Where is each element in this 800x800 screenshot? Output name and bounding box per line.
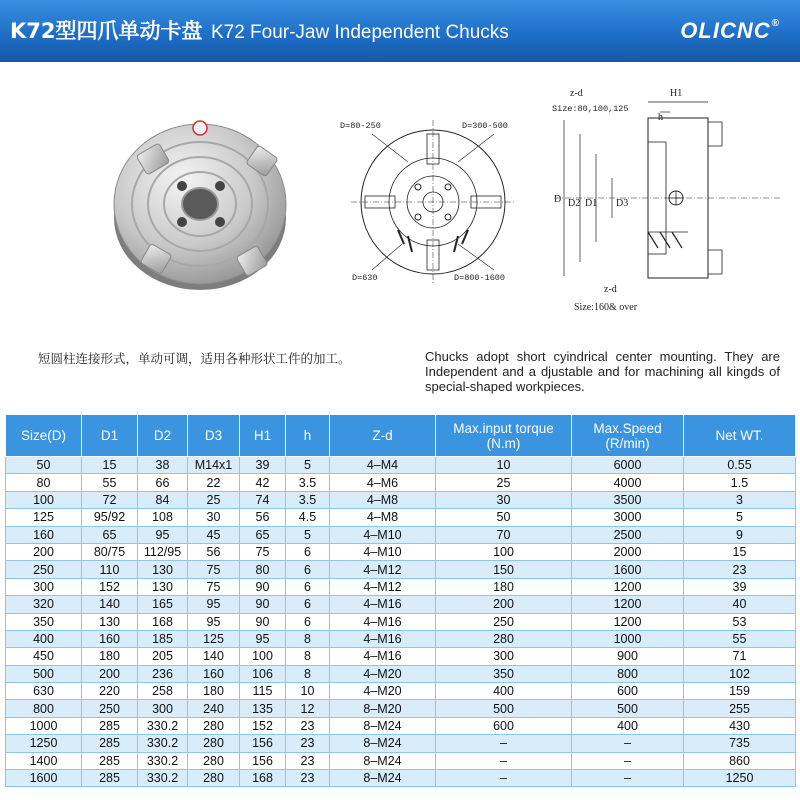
table-row <box>6 474 796 491</box>
cell-h: 6 <box>286 578 330 595</box>
cell-size-d: 630 <box>6 683 82 700</box>
cell-net-weight: 39 <box>684 578 796 595</box>
cell-z-d: 8–M24 <box>330 735 436 752</box>
cell-d1: 285 <box>82 770 138 787</box>
cell-max-input-torque: – <box>436 752 572 769</box>
cell-h1: 168 <box>240 770 286 787</box>
cell-d2: 66 <box>138 474 188 491</box>
cell-d2: 130 <box>138 561 188 578</box>
cell-z-d: 4–M10 <box>330 543 436 560</box>
cell-d3: 95 <box>188 613 240 630</box>
page-header <box>0 0 800 62</box>
cell-z-d: 8–M24 <box>330 717 436 734</box>
table-row <box>6 457 796 474</box>
cell-d2: 330.2 <box>138 770 188 787</box>
cell-net-weight: 15 <box>684 543 796 560</box>
cell-h: 8 <box>286 665 330 682</box>
cell-max-input-torque: 500 <box>436 700 572 717</box>
cell-z-d: 4–M16 <box>330 630 436 647</box>
cell-h: 5 <box>286 457 330 474</box>
cell-max-input-torque: 300 <box>436 648 572 665</box>
cell-d1: 285 <box>82 717 138 734</box>
col-header-h1 <box>240 415 286 457</box>
cell-d3: 240 <box>188 700 240 717</box>
cell-d2: 300 <box>138 700 188 717</box>
cell-z-d: 4–M12 <box>330 561 436 578</box>
cell-d2: 185 <box>138 630 188 647</box>
cell-max-speed: 6000 <box>572 457 684 474</box>
cell-z-d: 4–M16 <box>330 596 436 613</box>
cell-d3: 125 <box>188 630 240 647</box>
cell-d2: 236 <box>138 665 188 682</box>
cell-d1: 285 <box>82 752 138 769</box>
col-header-unit: (R/min) <box>605 435 650 451</box>
cell-h: 23 <box>286 717 330 734</box>
cell-max-input-torque: 600 <box>436 717 572 734</box>
cell-size-d: 160 <box>6 526 82 543</box>
cell-net-weight: 735 <box>684 735 796 752</box>
cell-max-speed: 1200 <box>572 613 684 630</box>
cell-max-speed: 600 <box>572 683 684 700</box>
cell-z-d: 4–M10 <box>330 526 436 543</box>
cell-max-speed: 3000 <box>572 509 684 526</box>
cell-net-weight: 71 <box>684 648 796 665</box>
cell-size-d: 320 <box>6 596 82 613</box>
cell-d2: 95 <box>138 526 188 543</box>
section-label-bottom-size: Size:160& over <box>574 302 638 313</box>
cell-d2: 38 <box>138 457 188 474</box>
spec-table <box>5 414 796 787</box>
col-header-label: H1 <box>253 428 272 443</box>
cell-z-d: 4–M16 <box>330 648 436 665</box>
cell-h1: 90 <box>240 613 286 630</box>
cell-h: 6 <box>286 596 330 613</box>
cell-d3: 140 <box>188 648 240 665</box>
cell-d2: 168 <box>138 613 188 630</box>
section-label-h1: H1 <box>670 88 683 99</box>
cell-size-d: 125 <box>6 509 82 526</box>
description-chinese: 短圆柱连接形式，单动可调，适用各种形状工件的加工。 <box>38 351 351 366</box>
cell-max-input-torque: 180 <box>436 578 572 595</box>
cell-size-d: 800 <box>6 700 82 717</box>
col-header-z-d <box>330 415 436 457</box>
cell-net-weight: 53 <box>684 613 796 630</box>
col-header-size-d <box>6 415 82 457</box>
cell-size-d: 1400 <box>6 752 82 769</box>
table-row <box>6 613 796 630</box>
registered-mark: ® <box>771 18 780 29</box>
front-view-drawing <box>338 112 528 292</box>
section-label-d3: D3 <box>616 198 629 209</box>
cell-net-weight: 255 <box>684 700 796 717</box>
cell-d2: 330.2 <box>138 735 188 752</box>
table-row <box>6 648 796 665</box>
cell-max-input-torque: 70 <box>436 526 572 543</box>
col-header-d3 <box>188 415 240 457</box>
cell-d1: 160 <box>82 630 138 647</box>
cell-max-input-torque: 350 <box>436 665 572 682</box>
title-english: K72 Four-Jaw Independent Chucks <box>210 22 509 43</box>
cell-net-weight: 159 <box>684 683 796 700</box>
cell-h1: 115 <box>240 683 286 700</box>
cell-net-weight: 0.55 <box>684 457 796 474</box>
cell-max-speed: – <box>572 752 684 769</box>
cell-max-speed: 1600 <box>572 561 684 578</box>
cell-d1: 15 <box>82 457 138 474</box>
section-label-bottom-zd: z-d <box>604 284 617 295</box>
cell-d2: 165 <box>138 596 188 613</box>
cell-d3: 280 <box>188 735 240 752</box>
front-label-d-300-500: D=300-500 <box>462 121 508 131</box>
cell-z-d: 4–M8 <box>330 491 436 508</box>
cell-z-d: 4–M20 <box>330 665 436 682</box>
cell-d3: 22 <box>188 474 240 491</box>
cell-d3: 95 <box>188 596 240 613</box>
cell-max-speed: – <box>572 770 684 787</box>
section-label-top-zd: z-d <box>570 88 583 99</box>
cell-d3: 25 <box>188 491 240 508</box>
cell-max-input-torque: 30 <box>436 491 572 508</box>
table-row <box>6 683 796 700</box>
cell-size-d: 100 <box>6 491 82 508</box>
cell-h: 6 <box>286 561 330 578</box>
table-row <box>6 700 796 717</box>
cell-net-weight: 23 <box>684 561 796 578</box>
cell-h1: 56 <box>240 509 286 526</box>
col-header-label: Max.Speed <box>593 420 662 436</box>
cell-max-input-torque: 50 <box>436 509 572 526</box>
cell-h: 23 <box>286 735 330 752</box>
cell-h: 10 <box>286 683 330 700</box>
cell-z-d: 4–M8 <box>330 509 436 526</box>
cell-h: 3.5 <box>286 491 330 508</box>
cell-z-d: 4–M12 <box>330 578 436 595</box>
cell-max-input-torque: 25 <box>436 474 572 491</box>
col-header-max-speed <box>572 415 684 457</box>
cell-max-speed: 1200 <box>572 596 684 613</box>
cell-d1: 110 <box>82 561 138 578</box>
front-label-d-80-250: D=80-250 <box>340 121 381 131</box>
cell-d3: 45 <box>188 526 240 543</box>
cell-h1: 90 <box>240 596 286 613</box>
col-header-label: D1 <box>100 428 119 443</box>
cell-net-weight: 9 <box>684 526 796 543</box>
cell-h: 23 <box>286 752 330 769</box>
front-label-d-630: D=630 <box>352 273 378 283</box>
col-header-unit: (N.m) <box>486 435 521 451</box>
cell-max-input-torque: 280 <box>436 630 572 647</box>
col-header-label: Net WT. <box>715 428 764 443</box>
description-english: Chucks adopt short cyindrical center mounting. They are Independent and a djustable and for machining all kingds of special-shaped workpieces. <box>425 349 780 394</box>
table-row <box>6 509 796 526</box>
table-row <box>6 665 796 682</box>
cell-size-d: 300 <box>6 578 82 595</box>
table-row <box>6 561 796 578</box>
cell-h1: 135 <box>240 700 286 717</box>
cell-d3: 280 <box>188 752 240 769</box>
table-row <box>6 526 796 543</box>
cell-max-speed: 1000 <box>572 630 684 647</box>
cell-net-weight: 3 <box>684 491 796 508</box>
cell-h1: 65 <box>240 526 286 543</box>
title-chinese: K72型四爪单动卡盘 <box>10 19 203 43</box>
cell-max-speed: 1200 <box>572 578 684 595</box>
front-label-d-800-1600: D=800-1600 <box>454 273 506 283</box>
cell-max-input-torque: 250 <box>436 613 572 630</box>
cell-max-speed: 4000 <box>572 474 684 491</box>
cell-z-d: 4–M16 <box>330 613 436 630</box>
cell-net-weight: 430 <box>684 717 796 734</box>
cell-d2: 84 <box>138 491 188 508</box>
chuck-photo <box>110 100 290 295</box>
table-row <box>6 578 796 595</box>
cell-d1: 180 <box>82 648 138 665</box>
cell-d1: 130 <box>82 613 138 630</box>
table-row <box>6 630 796 647</box>
col-header-net-weight <box>684 415 796 457</box>
cell-h1: 90 <box>240 578 286 595</box>
cell-z-d: 8–M24 <box>330 752 436 769</box>
cell-d3: 75 <box>188 578 240 595</box>
cell-d3: M14x1 <box>188 457 240 474</box>
cell-net-weight: 860 <box>684 752 796 769</box>
cell-size-d: 1600 <box>6 770 82 787</box>
cell-d1: 72 <box>82 491 138 508</box>
cell-d2: 258 <box>138 683 188 700</box>
cell-net-weight: 55 <box>684 630 796 647</box>
cell-d3: 56 <box>188 543 240 560</box>
cell-h1: 42 <box>240 474 286 491</box>
cell-d1: 95/92 <box>82 509 138 526</box>
col-header-label: Max.input torque <box>453 420 554 436</box>
cell-d1: 250 <box>82 700 138 717</box>
cell-d2: 330.2 <box>138 717 188 734</box>
col-header-label: D2 <box>153 428 172 443</box>
cell-max-input-torque: 10 <box>436 457 572 474</box>
table-row <box>6 596 796 613</box>
cell-size-d: 50 <box>6 457 82 474</box>
cell-d3: 75 <box>188 561 240 578</box>
cell-max-speed: 3500 <box>572 491 684 508</box>
cell-h1: 80 <box>240 561 286 578</box>
col-header-label: D3 <box>204 428 223 443</box>
brand-logo <box>680 18 780 44</box>
cell-z-d: 4–M20 <box>330 683 436 700</box>
col-header-h <box>286 415 330 457</box>
cell-d3: 30 <box>188 509 240 526</box>
col-header-max-input-torque <box>436 415 572 457</box>
cell-d1: 55 <box>82 474 138 491</box>
cell-h1: 95 <box>240 630 286 647</box>
table-row <box>6 491 796 508</box>
section-label-top-size: Size:80,100,125 <box>552 104 629 114</box>
cell-h: 12 <box>286 700 330 717</box>
cell-h1: 152 <box>240 717 286 734</box>
cell-d2: 130 <box>138 578 188 595</box>
cell-d1: 140 <box>82 596 138 613</box>
cell-h1: 106 <box>240 665 286 682</box>
table-row <box>6 735 796 752</box>
cell-max-speed: 500 <box>572 700 684 717</box>
cell-size-d: 350 <box>6 613 82 630</box>
section-label-h: h <box>658 112 663 123</box>
cell-max-speed: – <box>572 735 684 752</box>
cell-h: 4.5 <box>286 509 330 526</box>
table-row <box>6 770 796 787</box>
cell-d1: 152 <box>82 578 138 595</box>
table-row <box>6 752 796 769</box>
cell-d3: 280 <box>188 770 240 787</box>
cell-h1: 100 <box>240 648 286 665</box>
cell-h1: 75 <box>240 543 286 560</box>
cell-d3: 280 <box>188 717 240 734</box>
cell-z-d: 4–M6 <box>330 474 436 491</box>
cell-h1: 39 <box>240 457 286 474</box>
cell-max-input-torque: 200 <box>436 596 572 613</box>
cell-d2: 112/95 <box>138 543 188 560</box>
col-header-d2 <box>138 415 188 457</box>
cell-size-d: 200 <box>6 543 82 560</box>
cell-size-d: 1250 <box>6 735 82 752</box>
table-row <box>6 543 796 560</box>
cell-h: 23 <box>286 770 330 787</box>
cell-size-d: 1000 <box>6 717 82 734</box>
section-label-d1: D1 <box>585 198 598 209</box>
table-row <box>6 717 796 734</box>
cell-size-d: 250 <box>6 561 82 578</box>
cell-d2: 205 <box>138 648 188 665</box>
cell-net-weight: 1250 <box>684 770 796 787</box>
cell-max-input-torque: – <box>436 735 572 752</box>
cell-size-d: 450 <box>6 648 82 665</box>
brand-name: OLICNC <box>680 18 771 43</box>
table-header-row <box>6 415 796 457</box>
cell-h: 6 <box>286 613 330 630</box>
cell-h1: 156 <box>240 735 286 752</box>
cell-z-d: 4–M4 <box>330 457 436 474</box>
cell-net-weight: 1.5 <box>684 474 796 491</box>
page-title <box>10 15 509 45</box>
cell-z-d: 8–M20 <box>330 700 436 717</box>
cell-max-input-torque: 150 <box>436 561 572 578</box>
cell-max-input-torque: 400 <box>436 683 572 700</box>
cell-h1: 156 <box>240 752 286 769</box>
cell-net-weight: 40 <box>684 596 796 613</box>
cell-max-speed: 2500 <box>572 526 684 543</box>
cell-size-d: 80 <box>6 474 82 491</box>
cell-h: 8 <box>286 630 330 647</box>
cell-d1: 65 <box>82 526 138 543</box>
section-label-d2: D2 <box>568 198 581 209</box>
cell-max-speed: 900 <box>572 648 684 665</box>
col-header-d1 <box>82 415 138 457</box>
cell-d3: 160 <box>188 665 240 682</box>
cell-d3: 180 <box>188 683 240 700</box>
cell-d2: 108 <box>138 509 188 526</box>
cell-max-speed: 2000 <box>572 543 684 560</box>
cell-max-speed: 800 <box>572 665 684 682</box>
cell-net-weight: 5 <box>684 509 796 526</box>
section-view-drawing <box>548 82 788 322</box>
cell-max-speed: 400 <box>572 717 684 734</box>
table-body <box>6 457 796 787</box>
cell-size-d: 400 <box>6 630 82 647</box>
cell-max-input-torque: 100 <box>436 543 572 560</box>
section-label-d: D <box>554 194 562 205</box>
cell-h: 5 <box>286 526 330 543</box>
col-header-label: Size(D) <box>20 428 66 443</box>
col-header-label: h <box>303 428 312 443</box>
cell-d1: 220 <box>82 683 138 700</box>
cell-d2: 330.2 <box>138 752 188 769</box>
cell-z-d: 8–M24 <box>330 770 436 787</box>
cell-d1: 285 <box>82 735 138 752</box>
cell-h: 3.5 <box>286 474 330 491</box>
cell-h: 6 <box>286 543 330 560</box>
col-header-label: Z-d <box>372 428 393 443</box>
cell-d1: 80/75 <box>82 543 138 560</box>
cell-h: 8 <box>286 648 330 665</box>
cell-size-d: 500 <box>6 665 82 682</box>
cell-d1: 200 <box>82 665 138 682</box>
cell-net-weight: 102 <box>684 665 796 682</box>
cell-h1: 74 <box>240 491 286 508</box>
cell-max-input-torque: – <box>436 770 572 787</box>
